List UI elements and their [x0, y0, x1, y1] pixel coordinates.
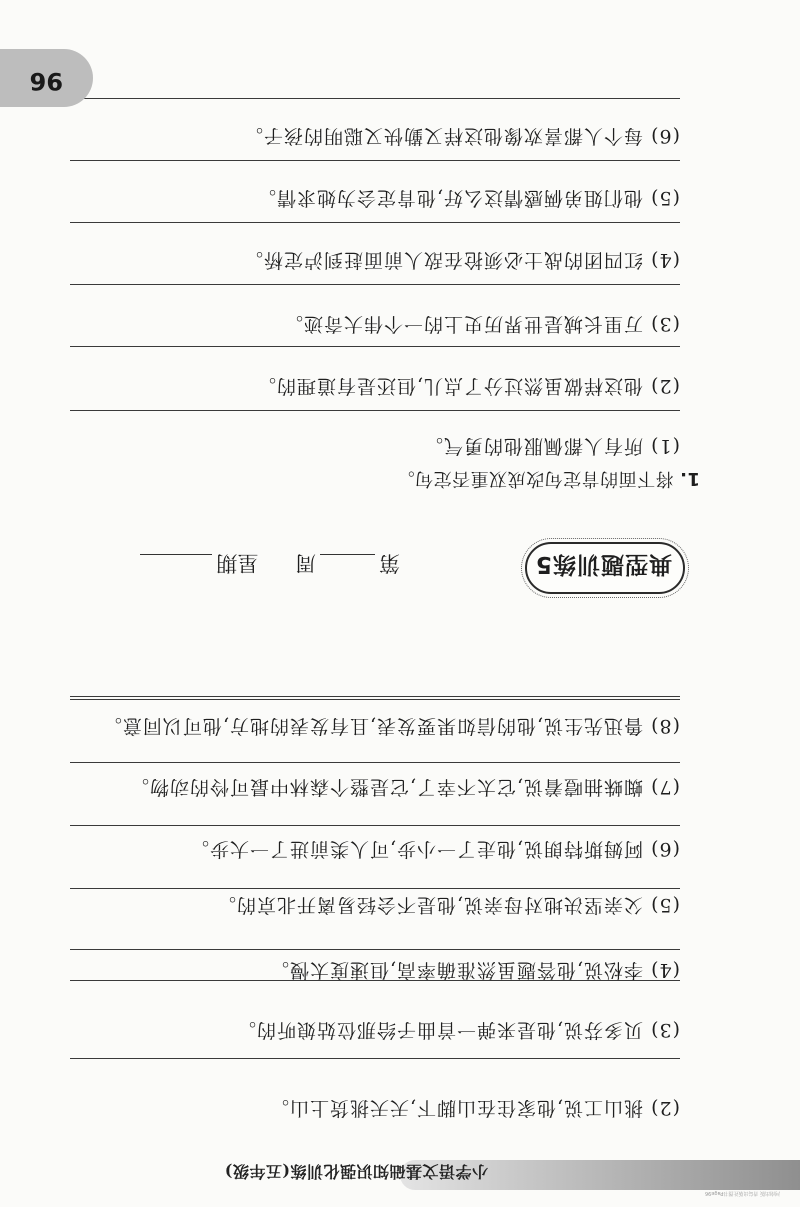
question-number: 1. — [679, 468, 700, 489]
section-title: 典型题训练5 — [534, 551, 672, 577]
item-text: 李松说,他答题虽然准确率高,但速度太慢。 — [268, 959, 644, 981]
exercise-item — [189, 837, 680, 864]
answer-line — [70, 1058, 680, 1059]
item-number: (4) — [650, 959, 680, 981]
answer-line — [70, 696, 680, 697]
item-number: (5) — [650, 894, 680, 916]
item-number: (6) — [650, 838, 680, 860]
item-text: 所有人都佩服他的勇气。 — [423, 435, 644, 457]
item-number: (2) — [650, 1097, 680, 1119]
answer-line — [70, 888, 680, 889]
item-number: (3) — [650, 313, 680, 335]
exercise-item — [256, 374, 680, 401]
exercise-item — [243, 248, 680, 275]
date-prefix: 第 — [379, 551, 400, 575]
answer-line — [70, 825, 680, 826]
item-number: (1) — [650, 435, 680, 457]
answer-line — [70, 949, 680, 950]
exercise-item — [129, 775, 680, 802]
question-text: 将下面的肯定句改成双重否定句。 — [396, 468, 674, 489]
exercise-item — [216, 893, 680, 920]
answer-line — [70, 284, 680, 285]
item-number: (3) — [650, 1019, 680, 1041]
page-header-title: 小学语文基础知识强化训练(五年级) — [224, 1162, 488, 1181]
exercise-item — [269, 958, 680, 985]
item-text: 他们姐弟俩感情这么好,他肯定会为她求情。 — [255, 187, 644, 209]
answer-line — [70, 762, 680, 763]
item-text: 红四团的战士必须抢在敌人前面赶到泸定桥。 — [243, 249, 644, 271]
answer-line — [70, 98, 680, 99]
question-heading — [396, 467, 700, 493]
item-number: (2) — [650, 375, 680, 397]
exercise-item — [269, 1096, 680, 1123]
item-text: 每个人都喜欢像他这样又勤快又聪明的孩子。 — [243, 125, 644, 147]
item-text: 挑山工说,他家住在山脚下,天天挑货上山。 — [268, 1097, 644, 1119]
exercise-item — [236, 1018, 680, 1045]
item-text: 贝多芬说,他是来弹一首曲子给那位姑娘听的。 — [235, 1019, 644, 1041]
exercise-item — [283, 312, 680, 339]
week-blank — [320, 554, 375, 555]
item-text: 阿姆斯特朗说,他走了一小步,可人类前进了一大步。 — [188, 838, 644, 860]
item-text: 万里长城是世界历史上的一个伟大奇迹。 — [283, 313, 644, 335]
item-number: (6) — [650, 125, 680, 147]
item-text: 鲁迅先生说,他的信如果要发表,且有发表的地方,他可以同意。 — [101, 715, 644, 737]
item-number: (8) — [650, 715, 680, 737]
date-day: 星期 — [216, 551, 259, 575]
date-week: 周 — [295, 551, 316, 575]
item-text: 蜘蛛抽噎着说,它太不幸了,它是整个森林中最可怜的动物。 — [128, 776, 644, 798]
answer-line — [70, 160, 680, 161]
answer-line — [70, 410, 680, 411]
item-text: 父亲坚决地对母亲说,他是不会轻易离开北京的。 — [215, 894, 644, 916]
date-line — [136, 549, 400, 579]
exercise-item — [102, 714, 680, 741]
answer-line — [70, 222, 680, 223]
page-number: 96 — [29, 67, 63, 95]
footer-note: 河南出版 青岛出版社图书Page96 — [704, 1190, 780, 1196]
exercise-item — [256, 186, 680, 213]
item-number: (5) — [650, 187, 680, 209]
item-number: (7) — [650, 776, 680, 798]
answer-line — [70, 346, 680, 347]
exercise-item — [243, 124, 680, 151]
exercise-item — [423, 434, 680, 461]
item-text: 他这样做虽然过分了点儿,但还是有道理的。 — [255, 375, 644, 397]
answer-line — [70, 699, 680, 700]
item-number: (4) — [650, 249, 680, 271]
day-blank — [140, 554, 212, 555]
